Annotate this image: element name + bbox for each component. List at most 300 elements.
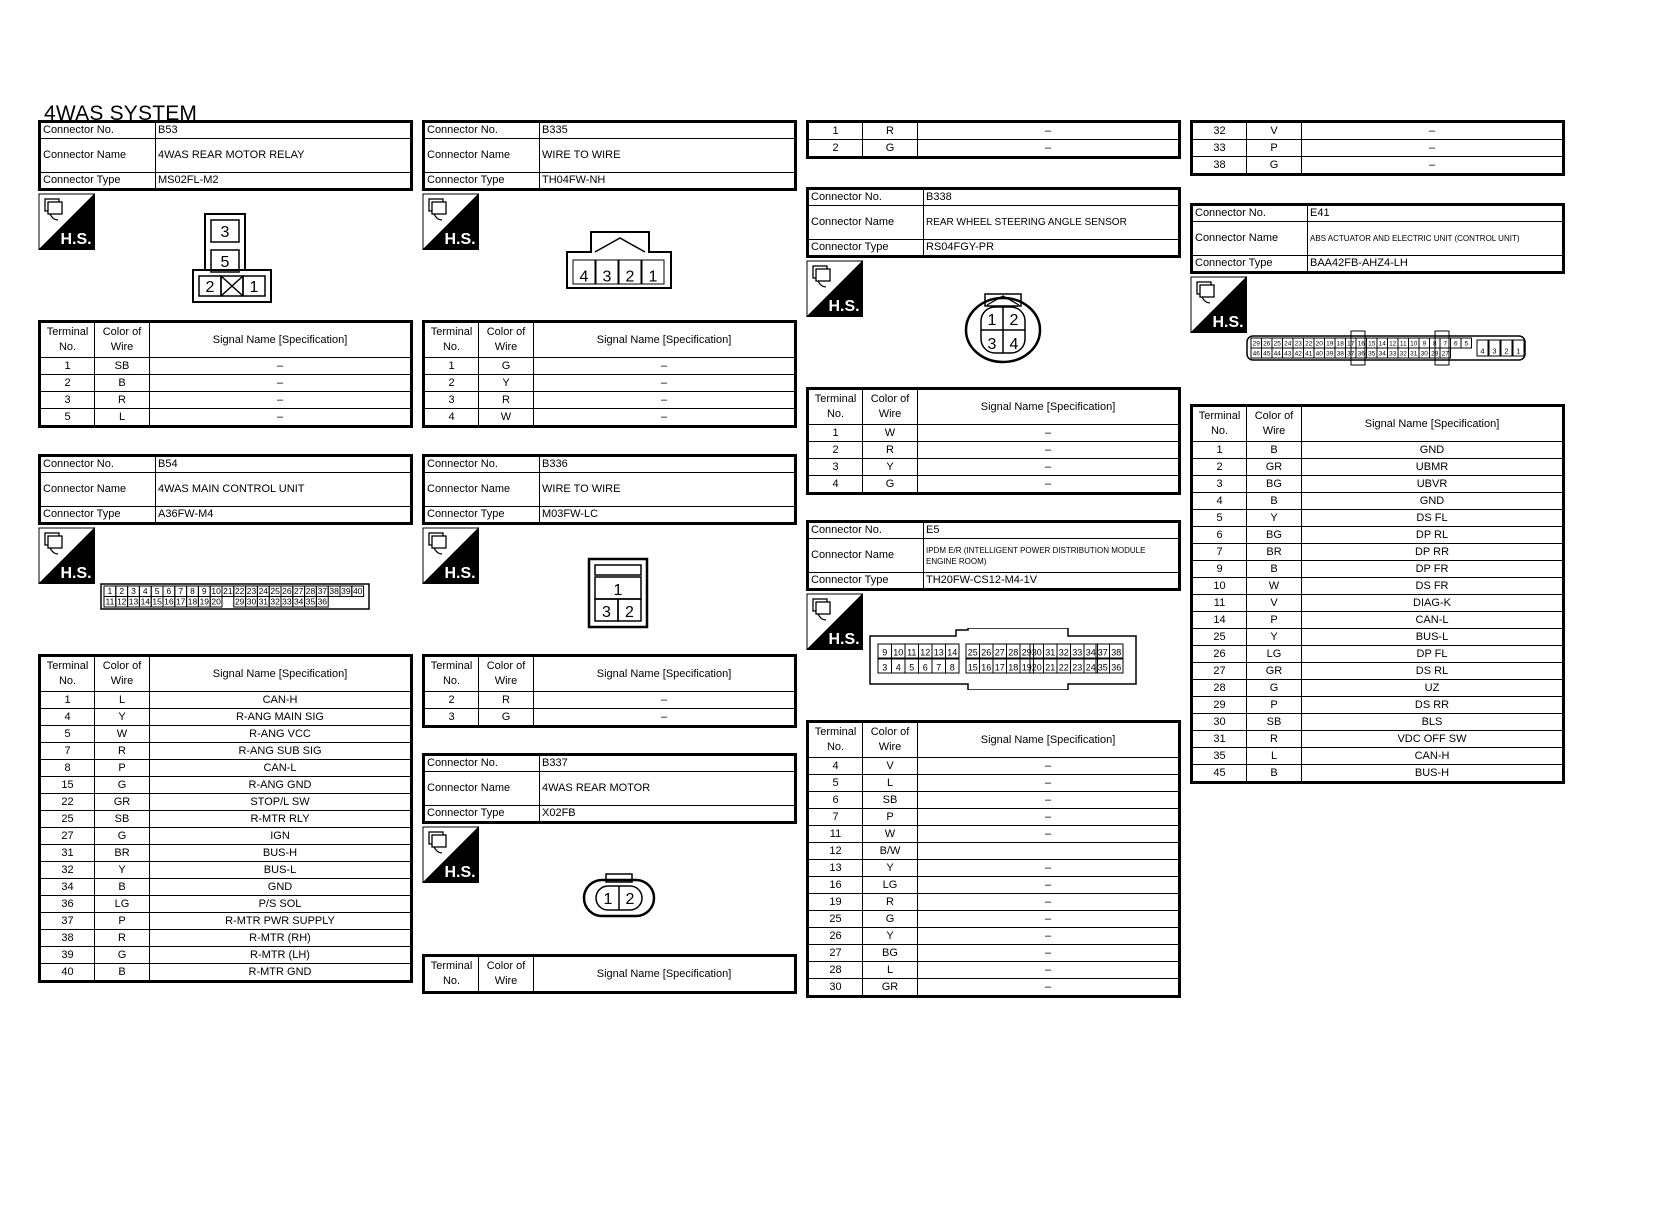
connector-type: RS04FGY-PR [924,240,1180,257]
table-row [40,794,412,811]
table-row [1192,765,1564,783]
connector-name: REAR WHEEL STEERING ANGLE SENSOR [924,206,1180,240]
wire-color-cell: LG [1247,646,1302,663]
wire-color-cell: G [95,777,150,794]
signal-name-cell: CAN-H [150,692,412,709]
terminal-no-cell: 19 [808,894,863,911]
pin-label: 1 [648,268,658,286]
pin-label: 2 [625,268,635,286]
terminal-no-cell: 2 [808,442,863,459]
table-row [1192,157,1564,175]
pin-label: 5 [1464,340,1469,348]
wire-color-cell: BR [95,845,150,862]
table-row [1192,442,1564,459]
table-row [808,122,1180,140]
table-row [808,962,1180,979]
connector-face-diagram [191,212,276,312]
table-row [424,358,796,375]
hs-badge-icon [38,193,95,250]
terminal-no-cell: 9 [1192,561,1247,578]
pin-label: 2 [1504,346,1509,356]
terminal-no-cell: 33 [1192,140,1247,157]
pin-label: 29 [1252,340,1260,348]
signal-name-cell: DIAG-K [1302,595,1564,612]
terminal-no-cell: 1 [40,692,95,709]
connector-e5 [806,520,1181,591]
pin-label: 19 [1021,662,1032,673]
table-row [1192,646,1564,663]
signal-name-cell: BLS [1302,714,1564,731]
table-row [808,911,1180,928]
pin-label: 4 [579,268,589,286]
wire-color-cell: SB [863,792,918,809]
table-row [424,709,796,727]
connector-face-diagram [868,628,1140,695]
signal-name-cell: GND [1302,493,1564,510]
terminal-no-cell: 15 [40,777,95,794]
terminal-table-b338: Terminal No. Color of Wire Signal Name [Specification] 1 W – 2 R – 3 Y – 4 G – [806,387,1181,495]
hs-label: H.S. [828,298,860,315]
wire-color-cell: P [1247,140,1302,157]
hs-label: H.S. [1212,314,1244,331]
wire-color-cell: P [1247,612,1302,629]
pin-label: 39 [1326,350,1334,358]
pin-label: 15 [967,662,978,673]
table-row [808,140,1180,158]
wire-color-cell: B [95,375,150,392]
signal-name-cell: – [918,945,1180,962]
pin-label: 13 [933,647,944,658]
pin-label: 5 [154,586,160,596]
terminal-table-b54: Terminal No. Color of Wire Signal Name [Specification] 1 L CAN-H 4 Y R-ANG MAIN SIG 5 W R-ANG VCC 7 R R-ANG SUB SIG 8 P CAN-L 15 G R-ANG GND 22 GR STOP/L SW 25 SB R-MTR RLY 27 G IGN 31 BR BUS-H 32 Y BUS-L 34 B GND 36 LG P/S SOL 37 P R-MTR PWR SUPPLY 38 R R-MTR (RH) 39 G R-MTR (LH) 40 B R-MTR GND [38,654,413,983]
table-row [40,828,412,845]
pin-label: 17 [1347,340,1355,348]
pin-label: 35 [1368,350,1376,358]
terminal-no-cell: 14 [1192,612,1247,629]
pin-label: 9 [882,647,888,658]
pin-label: 27 [994,647,1005,658]
pin-label: 36 [1111,662,1122,673]
table-row [1192,714,1564,731]
connector-name: 4WAS REAR MOTOR [540,772,796,806]
table-row [40,709,412,726]
terminal-no-cell: 1 [40,358,95,375]
terminal-no-cell: 38 [1192,157,1247,175]
signal-name-cell: R-ANG MAIN SIG [150,709,412,726]
terminal-no-cell: 3 [424,392,479,409]
table-row [1192,459,1564,476]
connector-b53 [38,120,413,191]
pin-label: 1 [987,312,997,329]
pin-label: 20 [1315,340,1323,348]
terminal-no-cell: 3 [1192,476,1247,493]
connector-header: Connector No. E5 Connector Name IPDM E/R (INTELLIGENT POWER DISTRIBUTION MODULE ENGINE ROOM) Connector Type TH20FW-CS12-M4-1V [806,520,1181,591]
pin-label: 12 [1389,340,1397,348]
table-row [1192,527,1564,544]
wire-color-cell: G [863,911,918,928]
pin-label: 10 [893,647,904,658]
signal-name-cell: – [918,758,1180,775]
pin-label: 29 [234,596,245,607]
pin-label: 32 [1399,350,1407,358]
table-row [808,860,1180,877]
pin-label: 6 [922,662,928,673]
pin-label: 31 [1045,647,1056,658]
pin-label: 27 [293,586,304,596]
table-row [808,775,1180,792]
signal-name-cell [918,843,1180,860]
connector-name: ABS ACTUATOR AND ELECTRIC UNIT (CONTROL UNIT) [1308,222,1564,256]
signal-name-cell: BUS-H [150,845,412,862]
pin-label: 28 [305,586,316,596]
terminal-no-cell: 30 [1192,714,1247,731]
connector-no: B54 [156,456,412,473]
signal-name-cell: CAN-L [150,760,412,777]
pin-label: 12 [116,596,127,607]
signal-name-cell: DS FL [1302,510,1564,527]
pin-label: 4 [1009,336,1019,353]
terminal-table-b335: Terminal No. Color of Wire Signal Name [Specification] 1 G – 2 Y – 3 R – 4 W – [422,320,797,428]
pin-label: 17 [994,662,1005,673]
terminal-no-cell: 31 [40,845,95,862]
signal-name-cell: UBMR [1302,459,1564,476]
signal-name-cell: – [918,894,1180,911]
table-row [40,964,412,982]
pin-label: 1 [603,891,613,908]
pin-label: 34 [293,596,304,607]
pin-label: 46 [1252,350,1260,358]
wire-color-cell: Y [863,928,918,945]
terminal-no-cell: 26 [808,928,863,945]
wire-color-cell: SB [95,811,150,828]
wire-color-cell: G [95,947,150,964]
wire-color-cell: SB [1247,714,1302,731]
table-row [808,826,1180,843]
pin-label: 18 [187,596,198,607]
pin-label: 22 [1305,340,1313,348]
pin-label: 27 [1441,350,1449,358]
signal-name-cell: DS FR [1302,578,1564,595]
connector-face-diagram [587,557,651,636]
pin-label: 7 [936,662,942,673]
pin-label: 43 [1284,350,1292,358]
terminal-no-cell: 1 [1192,442,1247,459]
pin-label: 34 [1085,647,1096,658]
pin-label: 6 [166,586,172,596]
wire-color-cell: L [95,409,150,427]
connector-face-diagram [582,872,658,927]
terminal-no-cell: 2 [1192,459,1247,476]
terminal-no-cell: 5 [808,775,863,792]
wire-color-cell: R [863,122,918,140]
table-row [40,726,412,743]
terminal-no-cell: 38 [40,930,95,947]
table-row [808,425,1180,442]
table-row [424,392,796,409]
pin-label: 23 [1294,340,1302,348]
pin-label: 11 [105,596,115,607]
pin-label: 3 [602,268,612,286]
signal-name-cell: – [534,709,796,727]
wire-color-cell: B [1247,765,1302,783]
hs-badge-icon [422,826,479,883]
signal-name-cell: – [534,692,796,709]
terminal-no-cell: 6 [1192,527,1247,544]
table-row [1192,493,1564,510]
terminal-no-cell: 13 [808,860,863,877]
pin-label: 19 [1326,340,1334,348]
pin-label: 40 [352,586,363,596]
terminal-table-e41: Terminal No. Color of Wire Signal Name [Specification] 1 B GND 2 GR UBMR 3 BG UBVR 4 B GND 5 Y DS FL 6 BG DP RL 7 BR DP RR 9 B DP FR 10 W DS FR 11 V DIAG-K 14 P CAN-L 25 Y BUS-L 26 LG DP FL 27 GR DS RL 28 G UZ 29 P DS RR 30 SB BLS 31 R VDC OFF SW 35 L CAN-H 45 B BUS-H [1190,404,1565,784]
terminal-no-cell: 2 [424,375,479,392]
terminal-table-e5: Terminal No. Color of Wire Signal Name [Specification] 4 V – 5 L – 6 SB – 7 P – 11 W – 12 B/W 13 Y – 16 LG – 19 R – 25 G – 26 Y – 27 BG – 28 L – 30 GR – [806,720,1181,998]
wire-color-cell: Y [863,860,918,877]
pin-label: 33 [282,596,292,607]
connector-b336 [422,454,797,525]
wire-color-cell: LG [863,877,918,894]
signal-name-cell: – [150,409,412,427]
table-row [808,979,1180,997]
signal-name-cell: – [1302,140,1564,157]
signal-name-cell: R-MTR RLY [150,811,412,828]
connector-e41 [1190,203,1565,274]
terminal-no-cell: 34 [40,879,95,896]
wire-color-cell: SB [95,358,150,375]
pin-label: 26 [1263,340,1271,348]
wire-color-cell: G [95,828,150,845]
pin-label: 35 [1097,662,1108,673]
signal-name-cell: BUS-L [150,862,412,879]
pin-label: 2 [625,604,634,621]
wire-color-cell: G [1247,680,1302,697]
pin-label: 24 [258,586,269,596]
pin-label: 31 [258,596,269,607]
connector-type: BAA42FB-AHZ4-LH [1308,256,1564,273]
hs-badge-icon [38,527,95,584]
wire-color-cell: BG [1247,476,1302,493]
pin-label: 2 [625,891,635,908]
pin-label: 28 [1008,647,1019,658]
terminal-table-b337: Terminal No. Color of Wire Signal Name [Specification] [422,954,797,994]
pin-label: 6 [1453,340,1458,348]
pin-label: 4 [895,662,901,673]
signal-name-cell: – [918,476,1180,494]
wire-color-cell: Y [1247,510,1302,527]
pin-label: 5 [220,254,230,271]
terminal-table-b337-continued [806,120,1181,159]
pin-label: 1 [107,586,113,596]
signal-name-cell: – [534,358,796,375]
terminal-table-b53: Terminal No. Color of Wire Signal Name [Specification] 1 SB – 2 B – 3 R – 5 L – [38,320,413,428]
table-row [808,843,1180,860]
pin-label: 4 [142,586,148,596]
terminal-no-cell: 6 [808,792,863,809]
pin-label: 23 [246,586,257,596]
signal-name-cell: IGN [150,828,412,845]
signal-name-cell: DP RR [1302,544,1564,561]
hs-label: H.S. [444,565,476,582]
terminal-no-cell: 5 [40,726,95,743]
hs-badge-icon [1190,276,1247,333]
terminal-no-cell: 3 [808,459,863,476]
pin-label: 21 [223,586,233,596]
signal-name-cell: BUS-L [1302,629,1564,646]
signal-name-cell: VDC OFF SW [1302,731,1564,748]
terminal-no-cell: 28 [808,962,863,979]
wire-color-cell: Y [95,862,150,879]
wire-color-cell: P [863,809,918,826]
wire-color-cell: Y [1247,629,1302,646]
pin-label: 9 [1422,340,1427,348]
table-row [40,896,412,913]
terminal-no-cell: 3 [424,709,479,727]
signal-name-cell: UZ [1302,680,1564,697]
terminal-no-cell: 25 [808,911,863,928]
pin-label: 32 [1058,647,1069,658]
wire-color-cell: P [95,760,150,777]
pin-label: 26 [282,586,292,596]
pin-label: 11 [1399,340,1407,348]
signal-name-cell: GND [150,879,412,896]
connector-b338 [806,187,1181,258]
wire-color-cell: V [1247,122,1302,140]
pin-label: 33 [1389,350,1397,358]
wire-color-cell: G [479,358,534,375]
pin-label: 8 [1432,340,1437,348]
pin-label: 14 [140,596,151,607]
terminal-no-cell: 26 [1192,646,1247,663]
pin-label: 38 [329,586,339,596]
pin-label: 18 [1336,340,1344,348]
terminal-no-cell: 7 [1192,544,1247,561]
terminal-no-cell: 27 [808,945,863,962]
pin-label: 17 [175,596,186,607]
pin-label: 32 [270,596,280,607]
pin-label: 22 [234,586,245,596]
signal-name-cell: P/S SOL [150,896,412,913]
signal-name-cell: DP FL [1302,646,1564,663]
pin-label: 16 [981,662,992,673]
wire-color-cell: R [479,692,534,709]
hs-label: H.S. [60,231,92,248]
table-row [424,409,796,427]
signal-name-cell: – [918,962,1180,979]
pin-label: 12 [920,647,931,658]
terminal-no-cell: 40 [40,964,95,982]
pin-label: 44 [1273,350,1281,358]
signal-name-cell: – [1302,122,1564,140]
wire-color-cell: B [1247,561,1302,578]
wire-color-cell: BG [1247,527,1302,544]
table-row [1192,612,1564,629]
connector-name: 4WAS REAR MOTOR RELAY [156,139,412,173]
signal-name-cell: GND [1302,442,1564,459]
connector-header: Connector No. B53 Connector Name 4WAS REAR MOTOR RELAY Connector Type MS02FL-M2 [38,120,413,191]
table-row [40,760,412,777]
signal-name-cell: – [150,358,412,375]
signal-name-cell: – [918,911,1180,928]
hs-badge-icon [422,527,479,584]
wire-color-cell: W [863,826,918,843]
pin-label: 3 [987,336,997,353]
pin-label: 5 [909,662,915,673]
terminal-no-cell: 1 [808,122,863,140]
pin-label: 30 [246,596,257,607]
signal-name-cell: CAN-H [1302,748,1564,765]
wire-color-cell: W [1247,578,1302,595]
wire-color-cell: R [863,442,918,459]
wire-color-cell: GR [1247,663,1302,680]
table-row [40,879,412,896]
table-row [40,743,412,760]
pin-label: 13 [128,596,139,607]
signal-name-cell: CAN-L [1302,612,1564,629]
terminal-no-cell: 22 [40,794,95,811]
signal-name-cell: R-MTR PWR SUPPLY [150,913,412,930]
terminal-no-cell: 5 [40,409,95,427]
table-row [808,945,1180,962]
table-row [40,375,412,392]
wire-color-cell: P [1247,697,1302,714]
terminal-no-cell: 27 [40,828,95,845]
pin-label: 15 [1368,340,1376,348]
connector-face-diagram [964,291,1044,370]
pin-label: 41 [1305,350,1313,358]
terminal-no-cell: 5 [1192,510,1247,527]
table-row [808,792,1180,809]
connector-face-diagram [100,583,372,616]
table-row [1192,544,1564,561]
pin-label: 7 [1443,340,1448,348]
pin-label: 25 [967,647,978,658]
pin-label: 2 [205,279,215,296]
wire-color-cell: W [95,726,150,743]
terminal-no-cell: 39 [40,947,95,964]
table-row [1192,663,1564,680]
table-row [808,928,1180,945]
terminal-no-cell: 12 [808,843,863,860]
wire-color-cell: Y [95,709,150,726]
pin-label: 21 [1045,662,1056,673]
table-row [1192,140,1564,157]
pin-label: 37 [1347,350,1355,358]
terminal-no-cell: 8 [40,760,95,777]
terminal-no-cell: 16 [808,877,863,894]
pin-label: 16 [1357,340,1365,348]
terminal-no-cell: 4 [1192,493,1247,510]
signal-name-cell: – [918,775,1180,792]
terminal-no-cell: 45 [1192,765,1247,783]
signal-name-cell: – [918,826,1180,843]
wire-color-cell: LG [95,896,150,913]
pin-label: 39 [341,586,351,596]
terminal-no-cell: 25 [1192,629,1247,646]
table-row [808,442,1180,459]
wire-color-cell: BR [1247,544,1302,561]
hs-badge-icon [422,193,479,250]
hs-label: H.S. [828,631,860,648]
signal-name-cell: – [150,375,412,392]
connector-no: B338 [924,189,1180,206]
pin-label: 1 [1516,346,1521,356]
connector-no: E41 [1308,205,1564,222]
wire-color-cell: W [479,409,534,427]
table-row [808,459,1180,476]
connector-header: Connector No. B335 Connector Name WIRE TO WIRE Connector Type TH04FW-NH [422,120,797,191]
signal-name-cell: DP FR [1302,561,1564,578]
table-row [40,358,412,375]
pin-label: 34 [1378,350,1386,358]
